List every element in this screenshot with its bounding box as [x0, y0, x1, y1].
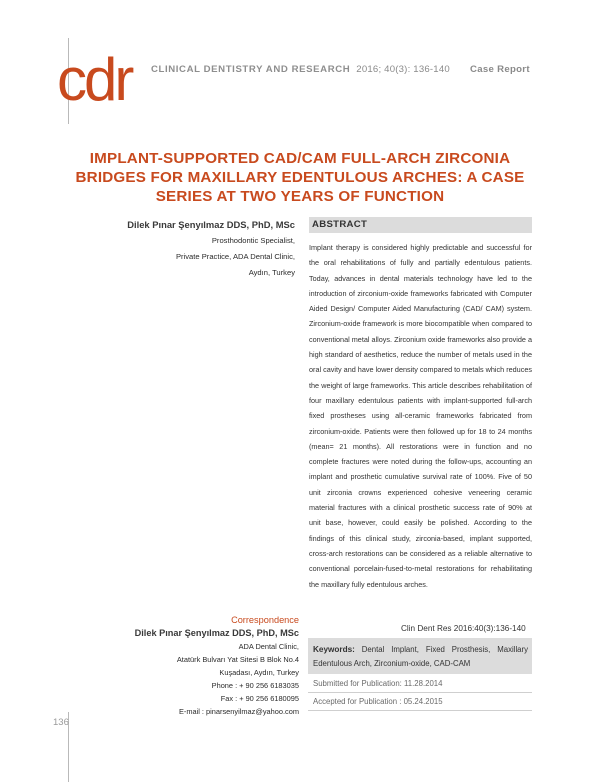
abstract-heading: ABSTRACT	[312, 219, 368, 230]
accepted-date: Accepted for Publication : 05.24.2015	[313, 697, 443, 706]
correspondence-phone: Phone : + 90 256 6183035	[211, 681, 299, 690]
journal-citation: 2016; 40(3): 136-140	[356, 64, 450, 75]
abstract-text: Implant therapy is considered highly predictable and successful for the oral rehabilitations of fully and partially edentulous patients. Today, advances in dental materials technology have led to the introduction of zirconium-oxide frameworks fabricated with Computer Aided Design/ Computer Aided Manufacturing (CAD/ CAM) system. Zirconium-oxide framework is more biocompatible when compared to conventional metal alloys. Zirconium oxide frameworks also provide a high standard of aesthetics, reduce the number of metals used in the oral cavity and have lower density compared to metals which reduces the weight of large frameworks. This article describes rehabilitation of four maxillary edentulous patients with implant-supported full-arch fixed prostheses using all-ceramic frameworks fabricated from zirconium-oxide. Patients were then followed up for 18 to 24 months (mean= 21 months). All restorations were in function and no complete fractures were noted during the follow-ups, accounting an implant and prosthetic cumulative survival rate of 100%. Five of 50 unit zirconia crowns experienced cohesive veneering ceramic material fractures with a clinical prosthetic success rate of 90% at unit base, however, could easily be polished. According to the findings of this clinical study, zirconia-based, implant supported, cross-arch restorations can be considered as a reliable alternative to conventional porcelain-fused-to-metal restorations for rehabilitating the maxillary fully edentulous arches.	[309, 243, 532, 589]
author-block	[127, 216, 295, 281]
citation: Clin Dent Res 2016:40(3):136-140	[401, 624, 526, 633]
keywords-text: Dental Implant, Fixed Prosthesis, Maxillary Edentulous Arch, Zirconium-oxide, CAD-CAM	[313, 645, 529, 668]
keywords-label: Keywords:	[313, 645, 355, 654]
abstract-heading-bar	[309, 217, 532, 233]
journal-logo	[55, 44, 147, 108]
submitted-date: Submitted for Publication: 11.28.2014	[313, 679, 443, 688]
correspondence-block	[135, 614, 299, 718]
logo-text: cdr	[57, 46, 132, 108]
author-affiliation-line: Prosthodontic Specialist,	[211, 236, 295, 245]
article-title: IMPLANT-SUPPORTED CAD/CAM FULL-ARCH ZIRCONIA BRIDGES FOR MAXILLARY EDENTULOUS ARCHES: A CASE SERIES AT TWO YEARS OF FUNCTION	[75, 150, 525, 205]
correspondence-address-line: ADA Dental Clinic,	[238, 642, 299, 651]
journal-name: CLINICAL DENTISTRY AND RESEARCH	[151, 64, 351, 75]
author-name: Dilek Pınar Şenyılmaz DDS, PhD, MSc	[127, 219, 295, 230]
author-affiliation-line: Private Practice, ADA Dental Clinic,	[175, 252, 295, 261]
correspondence-address-line: Kuşadası, Aydın, Turkey	[219, 668, 299, 677]
correspondence-email[interactable]: E-mail : pinarsenyilmaz@yahoo.com	[178, 707, 299, 716]
journal-header	[151, 64, 450, 75]
author-affiliation-line: Aydın, Turkey	[248, 268, 295, 277]
page-number: 136	[53, 717, 69, 728]
date-divider	[308, 692, 532, 693]
date-divider	[308, 710, 532, 711]
cdr-logo-icon	[55, 44, 147, 108]
correspondence-address-line: Atatürk Bulvarı Yat Sitesi B Blok No.4	[176, 655, 299, 664]
correspondence-name: Dilek Pınar Şenyılmaz DDS, PhD, MSc	[134, 628, 299, 638]
correspondence-fax: Fax : + 90 256 6180095	[220, 694, 299, 703]
correspondence-label: Correspondence	[231, 615, 299, 625]
keywords-box	[308, 638, 532, 674]
article-type: Case Report	[470, 64, 530, 75]
